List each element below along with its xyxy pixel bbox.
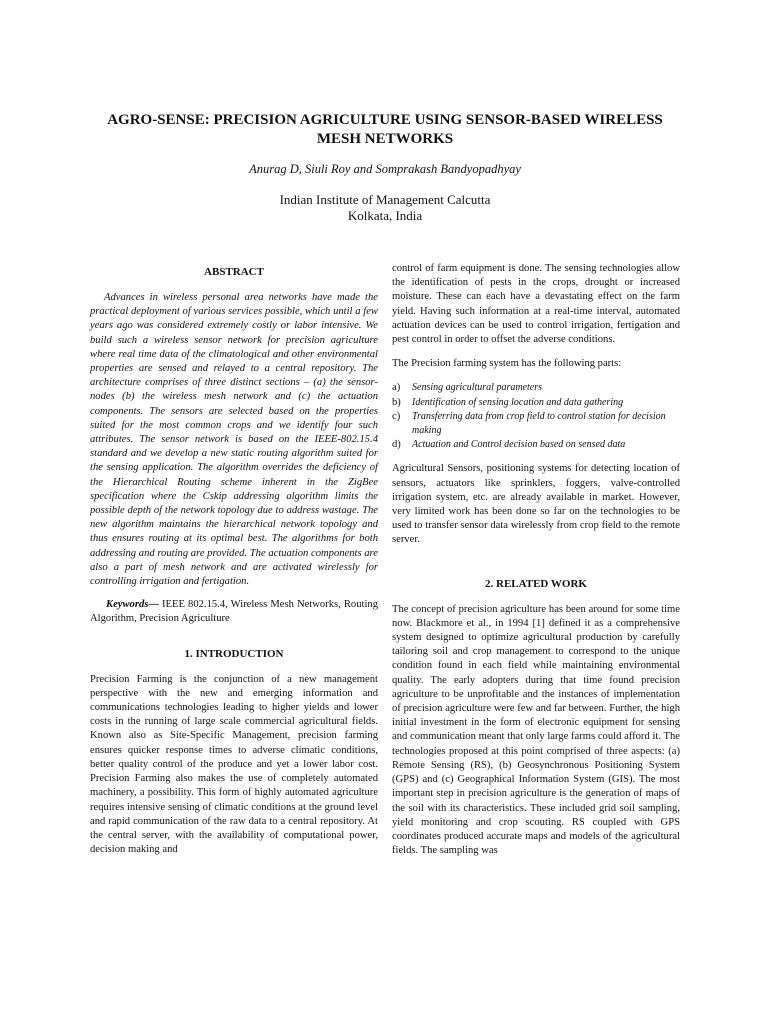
affiliation-location: Kolkata, India	[347, 208, 423, 223]
paper-title: AGRO-SENSE: PRECISION AGRICULTURE USING SENSOR-BASED WIRELESS MESH NETWORKS	[107, 112, 663, 147]
abstract-heading: ABSTRACT	[204, 266, 264, 278]
abstract-text: Advances in wireless personal area networks have made the practical deployment of various services possible, which until a few years ago was considered extremely costly or labor intensive. We build such a wireless sensor network for precision agriculture where real time data of the climatological and other environmental properties are sensed and relayed to a central repository. The architecture comprises of three distinct sections – (a) the sensor-nodes (b) the wireless mesh network and (c) the actuation components. The sensors are selected based on the properties suited for the most common crops and we identify four such attributes. The sensor network is based on the IEEE-802.15.4 standard and we develop a new static routing algorithm suited for the sensing application. The algorithm overrides the deficiency of the Hierarchical Routing scheme inherent in the ZigBee specification where the Cskip addressing algorithm limits the possible depth of the network topology due to address wastage. The new algorithm maintains the hierarchical network topology and thus ensures routing at its optimal best. The algorithms for both addressing and routing are provided. The actuation components are also a part of mesh network and are activated wirelessly for controlling irrigation and fertigation.	[90, 292, 378, 588]
list-item: c) Transferring data from crop field to control station for decision making	[392, 410, 666, 437]
right-column	[392, 262, 680, 858]
related-work-paragraph-1: The concept of precision agriculture has been around for some time now. Blackmore et al., in 1994 [1] defined it as a comprehensive system designed to optimize agricultural production by carefully tailoring soil and crop management to correspond to the unique condition found in each field while maintaining environmental quality. The early adopters during that time found precision agriculture to be unprofitable and the instances of implementation of precision agriculture were few and far between. Further, the high initial investment in the form of electronic equipment for sensing and communication meant that only large farms could afford it. The technologies proposed at this point comprised of three aspects: (a) Remote Sensing (RS), (b) Geosynchronous Positioning System (GPS) and (c) Geographical Information System (GIS). The most important step in precision agriculture is the generation of maps of the soil with its characteristics. These included grid soil sampling, yield monitoring and crop scouting. RS coupled with GPS coordinates produced accurate maps and models of the agricultural fields. The sampling was	[392, 603, 680, 857]
list-item: a) Sensing agricultural parameters	[392, 382, 542, 394]
introduction-paragraph-1-continued: control of farm equipment is done. The sensing technologies allow the identification of pests in the crops, drought or increased moisture. These can each have a devastating effect on the farm yield. Having such information at a real-time interval, automated actuation devices can be used to control irrigation, fertigation and pest control in order to offset the adverse conditions.	[392, 263, 680, 346]
affiliation	[90, 192, 680, 224]
system-parts-list	[392, 381, 680, 452]
related-work-heading: 2. RELATED WORK	[485, 577, 587, 590]
left-column	[90, 262, 378, 857]
keywords-text: IEEE 802.15.4, Wireless Mesh Networks, Routing Algorithm, Precision Agriculture	[90, 599, 378, 625]
affiliation-institution: Indian Institute of Management Calcutta	[279, 192, 491, 207]
list-item: b) Identification of sensing location and data gathering	[392, 396, 624, 408]
introduction-heading: 1. INTRODUCTION	[184, 647, 284, 660]
introduction-paragraph-2: The Precision farming system has the following parts:	[392, 358, 622, 370]
introduction-paragraph-3: Agricultural Sensors, positioning systems for detecting location of sensors, actuators like sprinklers, foggers, valve-controlled irrigation system, etc. are already available in market. However, very limited work has been done so far on the technologies to be used to transfer sensor data wirelessly from crop field to the remote server.	[392, 463, 680, 546]
list-item: d) Actuation and Control decision based on sensed data	[392, 439, 626, 451]
introduction-paragraph-1: Precision Farming is the conjunction of a new management perspective with the new and emerging information and communications technologies leading to higher yields and lower costs in the running of large scale commercial agricultural fields. Known also as Site-Specific Management, precision farming ensures quicker response times to adverse climatic conditions, better quality control of the produce and yet a lower labor cost. Precision Farming also makes the use of completely automated machinery, a possibility. This form of highly automated agriculture requires intensive sensing of climatic conditions at the ground level and rapid communication of the raw data to a central repository. At the central server, with the availability of computational power, decision making and	[90, 673, 378, 856]
keywords-label: Keywords—	[106, 599, 159, 611]
author-list: Anurag D, Siuli Roy and Somprakash Bandyopadhyay	[249, 162, 521, 176]
keywords	[90, 598, 378, 626]
